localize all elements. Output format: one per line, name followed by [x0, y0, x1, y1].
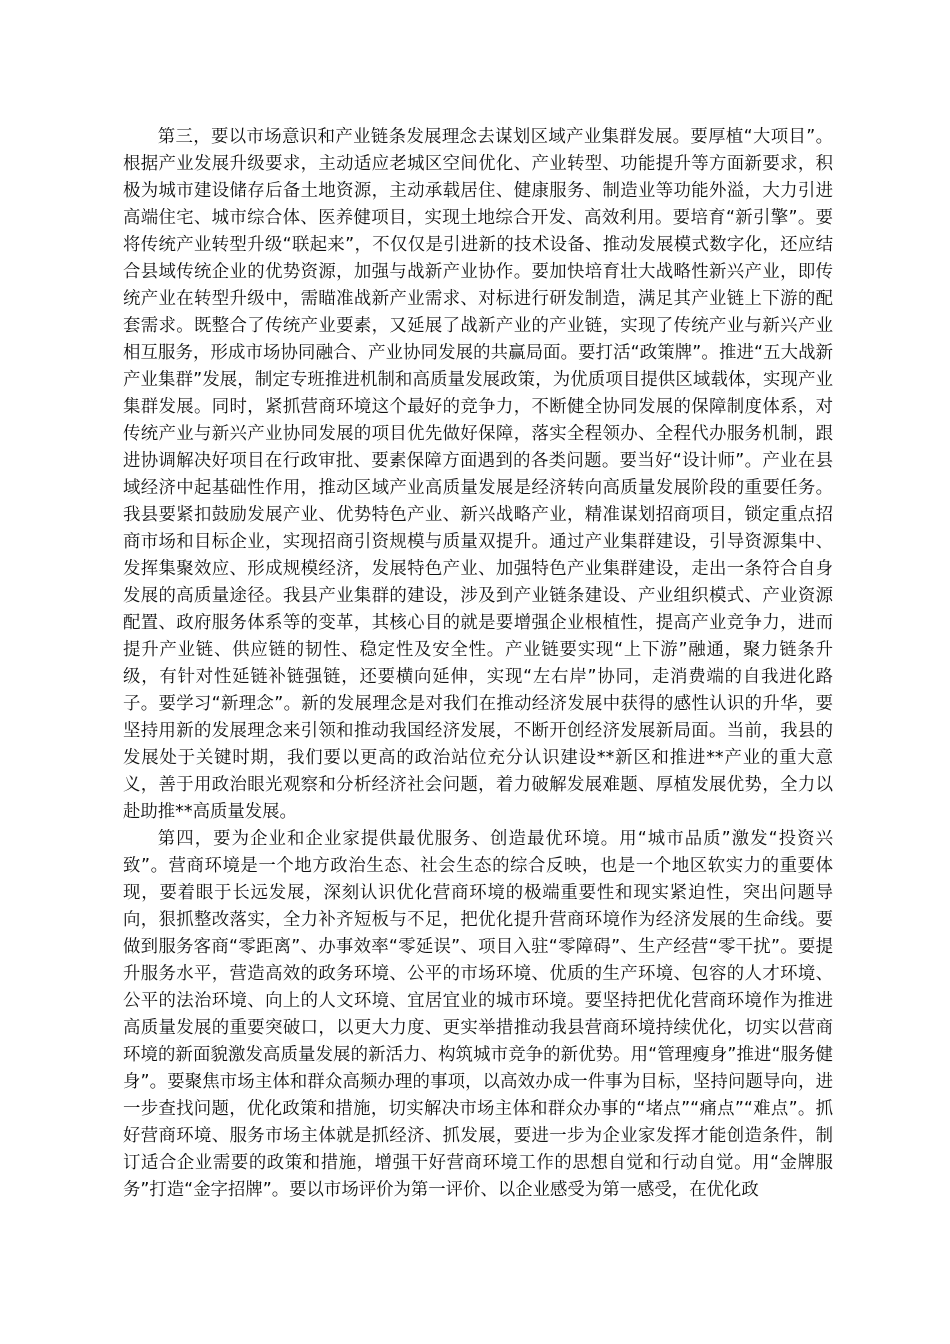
paragraph-fourth: 第四，要为企业和企业家提供最优服务、创造最优环境。用“城市品质”激发“投资兴致”。营商环境是一个地方政治生态、社会生态的综合反映，也是一个地区软实力的重要体现，要着眼于长远发展，深刻认识优化营商环境的极端重要性和现实紧迫性，突出问题导向，狠抓整改落实，全力补齐短板与不足，把优化提升营商环境作为经济发展的生命线。要做到服务客商“零距离”、办事效率“零延误”、项目入驻“零障碍”、生产经营“零干扰”。要提升服务水平，营造高效的政务环境、公平的市场环境、优质的生产环境、包容的人才环境、公平的法治环境、向上的人文环境、宜居宜业的城市环境。要坚持把优化营商环境作为推进高质量发展的重要突破口，以更大力度、更实举措推动我县营商环境持续优化，切实以营商环境的新面貌激发高质量发展的新活力、构筑城市竞争的新优势。用“管理瘦身”推进“服务健身”。要聚焦市场主体和群众高频办理的事项，以高效办成一件事为目标，坚持问题导向，进一步查找问题，优化政策和措施，切实解决市场主体和群众办事的“堵点”“痛点”“难点”。抓好营商环境、服务市场主体就是抓经济、抓发展，要进一步为企业家发挥才能创造条件，制订适合企业需要的政策和措施，增强干好营商环境工作的思想自觉和行动自觉。用“金牌服务”打造“金字招牌”。要以市场评价为第一评价、以企业感受为第一感受，在优化政 — [123, 829, 833, 1200]
document-body — [123, 124, 833, 1204]
paragraph-third: 第三，要以市场意识和产业链条发展理念去谋划区域产业集群发展。要厚植“大项目”。根据产业发展升级要求，主动适应老城区空间优化、产业转型、功能提升等方面新要求，积极为城市建设储存后备土地资源，主动承载居住、健康服务、制造业等功能外溢，大力引进高端住宅、城市综合体、医养健项目，实现土地综合开发、高效利用。要培育“新引擎”。要将传统产业转型升级“联起来”，不仅仅是引进新的技术设备、推动发展模式数字化，还应结合县域传统企业的优势资源，加强与战新产业协作。要加快培育壮大战略性新兴产业，即传统产业在转型升级中，需瞄准战新产业需求、对标进行研发制造，满足其产业链上下游的配套需求。既整合了传统产业要素，又延展了战新产业的产业链，实现了传统产业与新兴产业相互服务，形成市场协同融合、产业协同发展的共赢局面。要打活“政策牌”。推进“五大战新产业集群”发展，制定专班推进机制和高质量发展政策，为优质项目提供区域载体，实现产业集群发展。同时，紧抓营商环境这个最好的竞争力，不断健全协同发展的保障制度体系，对传统产业与新兴产业协同发展的项目优先做好保障，落实全程领办、全程代办服务机制，跟进协调解决好项目在行政审批、要素保障方面遇到的各类问题。要当好“设计师”。产业在县域经济中起基础性作用，推动区域产业高质量发展是经济转向高质量发展阶段的重要任务。我县要紧扣鼓励发展产业、优势特色产业、新兴战略产业，精准谋划招商项目，锁定重点招商市场和目标企业，实现招商引资规模与质量双提升。通过产业集群建设，引导资源集中、发挥集聚效应、形成规模经济，发展特色产业、加强特色产业集群建设，走出一条符合自身发展的高质量途径。我县产业集群的建设，涉及到产业链条建设、产业组织模式、产业资源配置、政府服务体系等的变革，其核心目的就是要增强企业根植性，提高产业竞争力，进而提升产业链、供应链的韧性、稳定性及安全性。产业链要实现“上下游”融通，聚力链条升级，有针对性延链补链强链，还要横向延伸，实现“左右岸”协同，走消费端的自我进化路子。要学习“新理念”。新的发展理念是对我们在推动经济发展中获得的感性认识的升华，要坚持用新的发展理念来引领和推动我国经济发展，不断开创经济发展新局面。当前，我县的发展处于关键时期，我们要以更高的政治站位充分认识建设**新区和推进**产业的重大意义，善于用政治眼光观察和分析经济社会问题，着力破解发展难题、厚植发展优势，全力以赴助推**高质量发展。 — [123, 127, 833, 822]
